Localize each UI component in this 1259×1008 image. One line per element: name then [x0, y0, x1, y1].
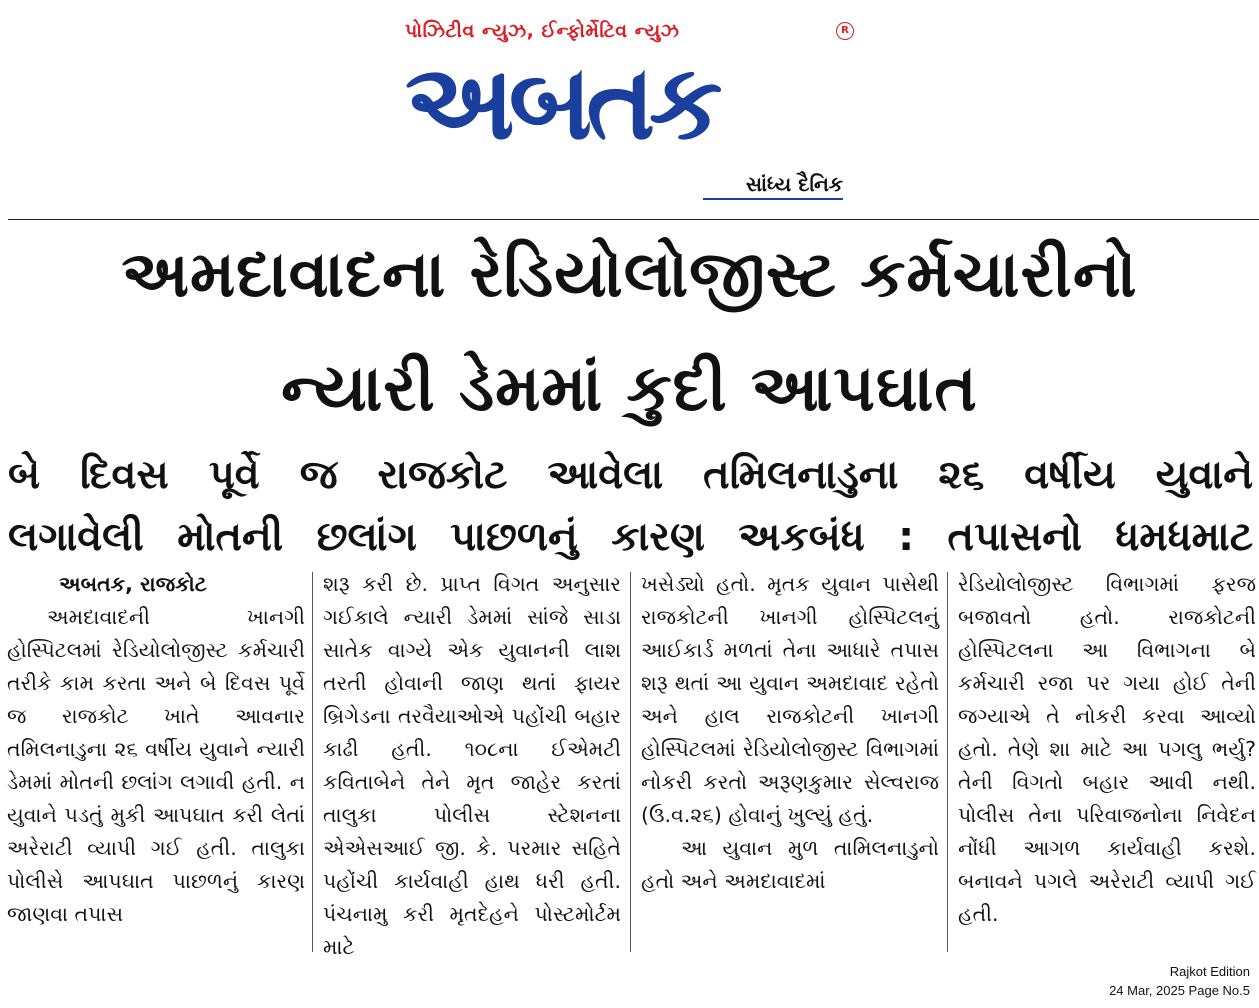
headline-line-1: અમદાવાદના રેડિયોલોજીસ્ટ કર્મચારીનો — [121, 238, 1138, 312]
article-column-4 — [958, 568, 1256, 968]
masthead-tagline: પોઝિટીવ ન્યુઝ, ઈન્ફોર્મેટિવ ન્યુઝ — [405, 20, 680, 42]
edition-name: Rajkot Edition — [1169, 964, 1250, 979]
article-paragraph: ખસેડ્યો હતો. મૃતક યુવાન પાસેથી રાજકોટની ખાનગી હોસ્પિટલનું આઈકાર્ડ મળતાં તેના આધારે તપાસ શરૂ થતાં આ યુવાન અમદાવાદ રહેતો અને હાલ રાજકોટની ખાનગી હોસ્પિટલમાં રેડિયોલોજીસ્ટ વિભાગમાં નોકરી કરતો અરૂણકુમાર સેલ્વરાજ (ઉ.વ.૨૬) હોવાનું ખુલ્યું હતું. — [641, 572, 939, 827]
article-paragraph: શરૂ કરી છે. પ્રાપ્ત વિગત અનુસાર ગઈકાલે ન્યારી ડેમમાં સાંજે સાડા સાતેક વાગ્યે એક યુવાનની લાશ તરતી હોવાની જાણ થતાં ફાયર બ્રિગેડના તરવૈયાઓએ પહોંચી બહાર કાઢી હતી. ૧૦૮ના ઈએમટી કવિતાબેને તેને મૃત જાહેર કરતાં તાલુકા પોલીસ સ્ટેશનના એએસઆઈ જી. કે. પરમાર સહિતે પહોંચી કાર્યવાહી હાથ ધરી હતી. પંચનામુ કરી મૃતદેહને પોસ્ટમોર્ટમ માટે — [323, 572, 621, 959]
edition-date-page: 24 Mar, 2025 Page No.5 — [1109, 983, 1250, 998]
column-divider — [630, 572, 631, 952]
article-column-3 — [641, 568, 939, 968]
masthead — [0, 0, 1259, 215]
header-divider — [8, 219, 1259, 220]
newspaper-logo: અબતક — [405, 42, 717, 162]
article-paragraph: રેડિયોલોજીસ્ટ વિભાગમાં ફરજ બજાવતો હતો. રાજકોટની હોસ્પિટલના આ વિભાગના બે કર્મચારી રજા પર ગયા હોઈ તેની જગ્યાએ તે નોકરી કરવા આવ્યો હતો. તેણે શા માટે આ પગલુ ભર્યુ? તેની વિગતો બહાર આવી નથી. પોલીસ તેના પરિવાજનોના નિવેદન નોંધી આગળ કાર્યવાહી કરશે. બનાવને પગલે અરેરાટી વ્યાપી ગઈ હતી. — [958, 572, 1256, 926]
article-paragraph: અમદાવાદની ખાનગી હોસ્પિટલમાં રેડિયોલોજીસ્ટ કર્મચારી તરીકે કામ કરતા અને બે દિવસ પૂર્વે જ રાજકોટ ખાતે આવનાર તમિલનાડુના ૨૬ વર્ષીય યુવાને ન્યારી ડેમમાં મોતની છલાંગ લગાવી હતી. ન યુવાને પડતું મુકી આપઘાત કરી લેતાં અરેરાટી વ્યાપી ગઈ હતી. તાલુકા પોલીસે આપઘાત પાછળનું કારણ જાણવા તપાસ — [7, 605, 305, 926]
subheadline-line-1: બે દિવસ પૂર્વે જ રાજકોટ આવેલા તમિલનાડુના ૨૬ વર્ષીય યુવાને — [8, 452, 1253, 498]
subheadline-line-2: લગાવેલી મોતની છલાંગ પાછળનું કારણ અકબંધ : તપાસનો ધમધમાટ — [8, 514, 1253, 560]
article-paragraph: આ યુવાન મુળ તામિલનાડુનો હતો અને અમદાવાદમાં — [641, 836, 939, 893]
article-byline: અબતક, રાજકોટ — [59, 572, 207, 596]
registered-trademark-icon: R — [836, 22, 854, 40]
masthead-underline — [703, 198, 843, 200]
column-divider — [312, 572, 313, 952]
article-column-1 — [7, 568, 305, 968]
column-divider — [947, 572, 948, 952]
article-column-2 — [323, 568, 621, 968]
edition-info — [1109, 962, 1250, 1000]
headline-line-2: ન્યારી ડેમમાં કુદી આપઘાત — [281, 352, 978, 426]
masthead-subtitle: સાંધ્ય દૈનિક — [745, 172, 843, 196]
